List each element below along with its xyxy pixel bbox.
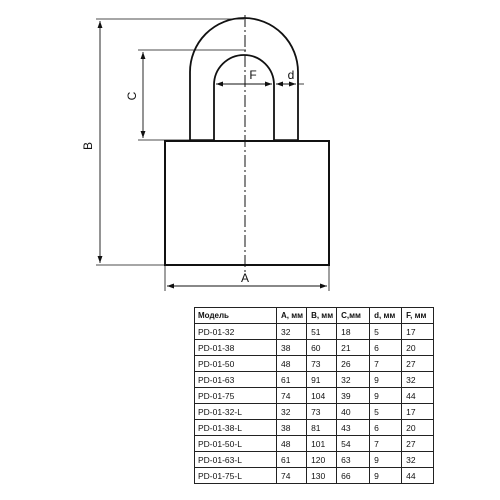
cell-d: 7 (370, 356, 402, 372)
cell-c: 43 (337, 420, 370, 436)
cell-model: PD-01-38 (195, 340, 277, 356)
cell-a: 74 (277, 468, 307, 484)
table-header-row (195, 308, 434, 324)
cell-a: 38 (277, 340, 307, 356)
cell-b: 60 (307, 340, 337, 356)
cell-c: 26 (337, 356, 370, 372)
cell-c: 66 (337, 468, 370, 484)
dimension-b-label: B (81, 141, 95, 151)
cell-model: PD-01-63-L (195, 452, 277, 468)
cell-c: 18 (337, 324, 370, 340)
cell-d: 6 (370, 420, 402, 436)
cell-d: 9 (370, 452, 402, 468)
table-row (195, 340, 434, 356)
cell-b: 73 (307, 356, 337, 372)
table-row (195, 404, 434, 420)
cell-f: 32 (402, 372, 434, 388)
cell-f: 32 (402, 452, 434, 468)
table-row (195, 388, 434, 404)
header-c: С,мм (337, 308, 370, 324)
cell-d: 5 (370, 404, 402, 420)
cell-c: 40 (337, 404, 370, 420)
cell-b: 91 (307, 372, 337, 388)
cell-a: 74 (277, 388, 307, 404)
cell-f: 20 (402, 340, 434, 356)
dimension-d-label: d (287, 68, 295, 82)
cell-model: PD-01-32-L (195, 404, 277, 420)
table-row (195, 468, 434, 484)
table-row (195, 356, 434, 372)
cell-b: 51 (307, 324, 337, 340)
cell-d: 6 (370, 340, 402, 356)
cell-d: 9 (370, 372, 402, 388)
header-a: А, мм (277, 308, 307, 324)
cell-a: 61 (277, 452, 307, 468)
cell-b: 130 (307, 468, 337, 484)
table-row (195, 372, 434, 388)
cell-b: 104 (307, 388, 337, 404)
cell-f: 20 (402, 420, 434, 436)
table-row (195, 324, 434, 340)
shackle-outer (190, 18, 298, 140)
dimension-c-label: C (125, 91, 139, 101)
header-model: Модель (195, 308, 277, 324)
cell-a: 32 (277, 404, 307, 420)
dimension-a-label: A (240, 271, 250, 285)
cell-model: PD-01-75 (195, 388, 277, 404)
cell-d: 7 (370, 436, 402, 452)
cell-f: 17 (402, 324, 434, 340)
cell-f: 27 (402, 436, 434, 452)
cell-b: 73 (307, 404, 337, 420)
cell-model: PD-01-63 (195, 372, 277, 388)
shackle-inner (214, 55, 274, 140)
cell-d: 9 (370, 468, 402, 484)
cell-c: 32 (337, 372, 370, 388)
cell-b: 81 (307, 420, 337, 436)
cell-model: PD-01-75-L (195, 468, 277, 484)
cell-b: 120 (307, 452, 337, 468)
header-d: d, мм (370, 308, 402, 324)
cell-c: 54 (337, 436, 370, 452)
cell-a: 61 (277, 372, 307, 388)
cell-model: PD-01-38-L (195, 420, 277, 436)
cell-f: 44 (402, 468, 434, 484)
cell-a: 38 (277, 420, 307, 436)
cell-model: PD-01-32 (195, 324, 277, 340)
cell-c: 63 (337, 452, 370, 468)
table-row (195, 420, 434, 436)
cell-a: 32 (277, 324, 307, 340)
cell-a: 48 (277, 356, 307, 372)
header-b: В, мм (307, 308, 337, 324)
cell-c: 21 (337, 340, 370, 356)
cell-b: 101 (307, 436, 337, 452)
lock-body (165, 141, 329, 265)
cell-d: 9 (370, 388, 402, 404)
cell-c: 39 (337, 388, 370, 404)
cell-f: 44 (402, 388, 434, 404)
cell-a: 48 (277, 436, 307, 452)
dimension-f-label: F (249, 68, 257, 82)
cell-model: PD-01-50 (195, 356, 277, 372)
cell-f: 17 (402, 404, 434, 420)
cell-model: PD-01-50-L (195, 436, 277, 452)
header-f: F, мм (402, 308, 434, 324)
cell-d: 5 (370, 324, 402, 340)
table-row (195, 436, 434, 452)
cell-f: 27 (402, 356, 434, 372)
specification-table (194, 307, 434, 484)
table-row (195, 452, 434, 468)
